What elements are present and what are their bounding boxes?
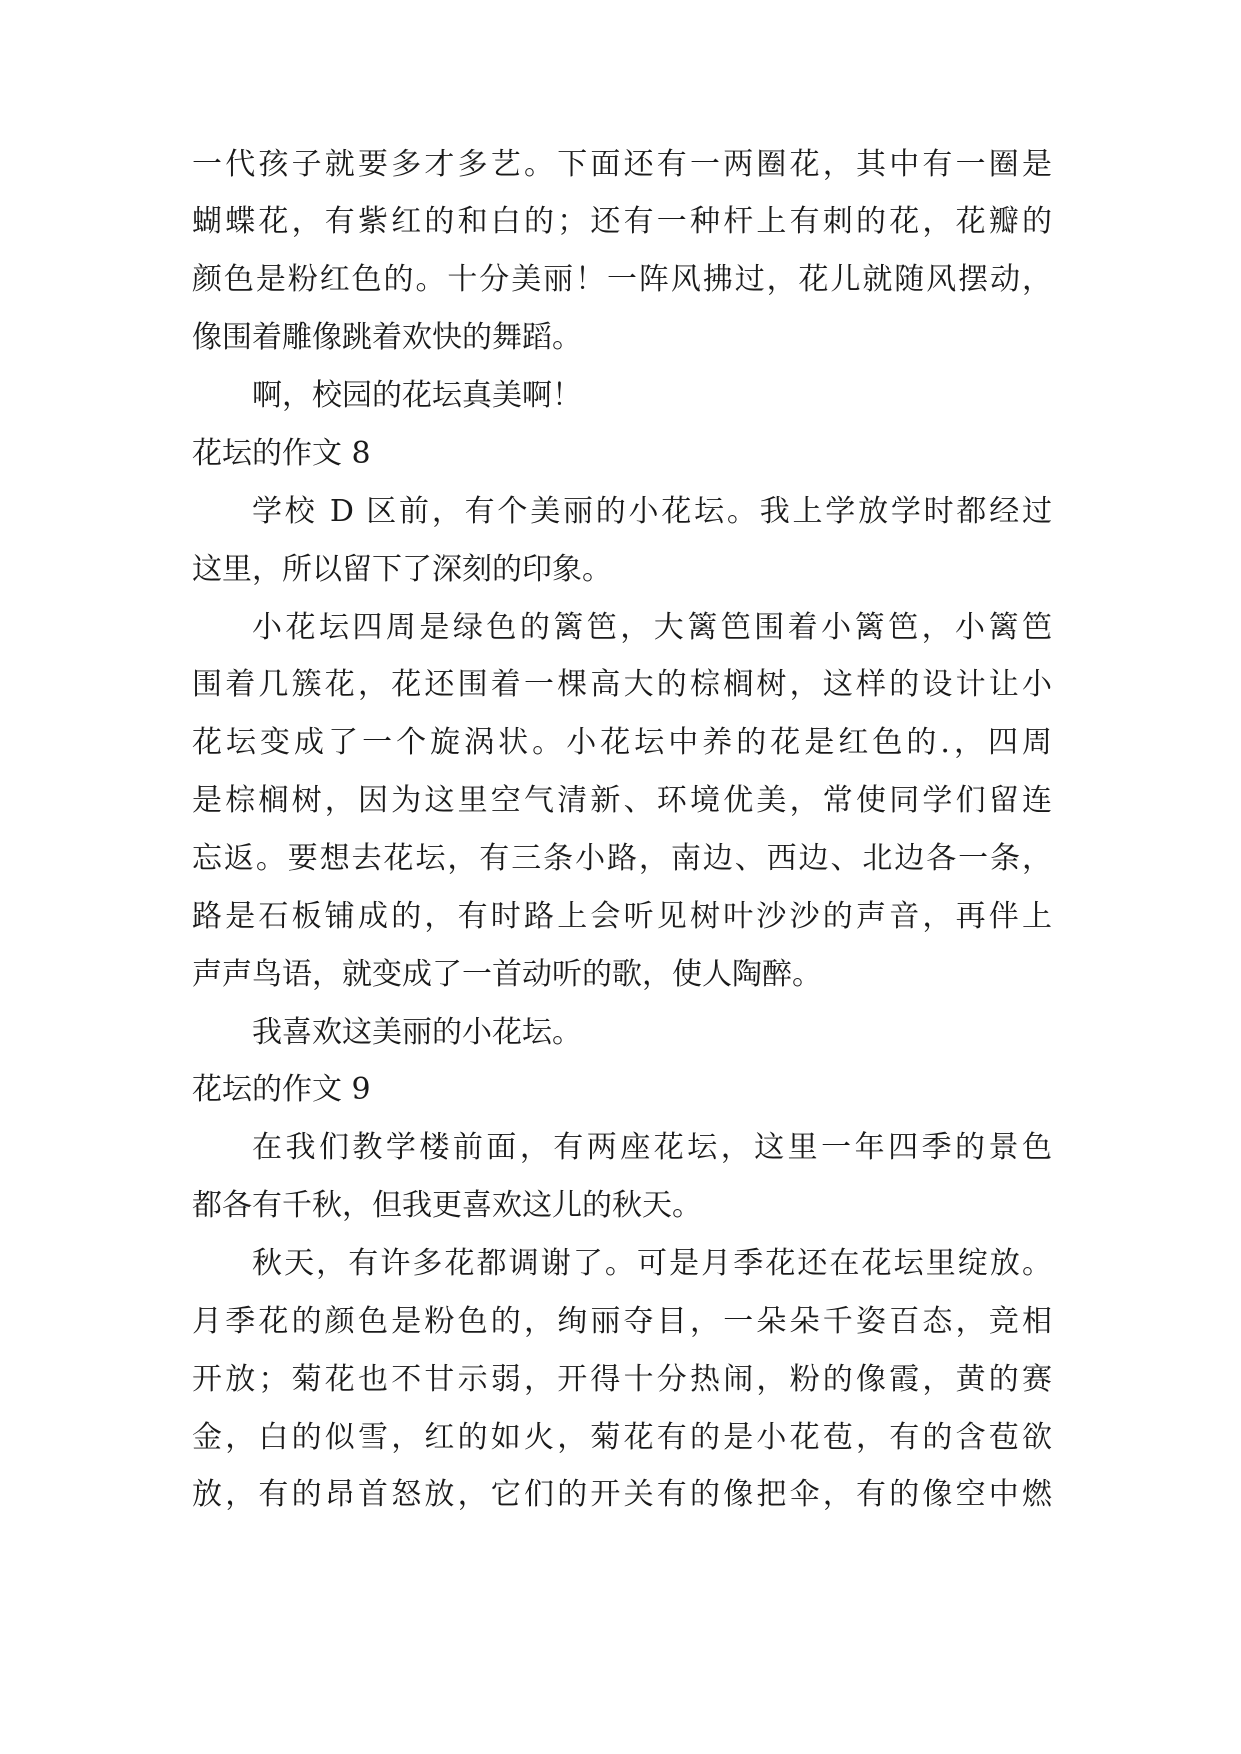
text-line: 这里，所以留下了深刻的印象。: [192, 552, 612, 587]
text-line: 蝴蝶花，有紫红的和白的；还有一种杆上有刺的花，花瓣的: [192, 204, 1052, 239]
text-line: 开放；菊花也不甘示弱，开得十分热闹，粉的像霞，黄的赛: [192, 1362, 1052, 1397]
text-line: 像围着雕像跳着欢快的舞蹈。: [192, 320, 582, 355]
section-heading: 花坛的作文 8: [192, 436, 371, 471]
text-line: 月季花的颜色是粉色的，绚丽夺目，一朵朵千姿百态，竞相: [192, 1304, 1052, 1339]
text-line: 路是石板铺成的，有时路上会听见树叶沙沙的声音，再伴上: [192, 899, 1052, 934]
text-line: 忘返。要想去花坛，有三条小路，南边、西边、北边各一条，: [192, 841, 1052, 876]
text-line: 学校 D 区前，有个美丽的小花坛。我上学放学时都经过: [252, 494, 1052, 529]
section-heading: 花坛的作文 9: [192, 1072, 371, 1107]
text-line: 放，有的昂首怒放，它们的开关有的像把伞，有的像空中燃: [192, 1477, 1052, 1512]
text-line: 啊，校园的花坛真美啊！: [252, 378, 582, 413]
text-line: 在我们教学楼前面，有两座花坛，这里一年四季的景色: [252, 1130, 1052, 1165]
text-line: 我喜欢这美丽的小花坛。: [252, 1015, 582, 1050]
text-line: 秋天，有许多花都调谢了。可是月季花还在花坛里绽放。: [252, 1246, 1052, 1281]
text-line: 围着几簇花，花还围着一棵高大的棕榈树，这样的设计让小: [192, 667, 1052, 702]
text-line: 小花坛四周是绿色的篱笆，大篱笆围着小篱笆，小篱笆: [252, 610, 1052, 645]
text-line: 是棕榈树，因为这里空气清新、环境优美，常使同学们留连: [192, 783, 1052, 818]
text-line: 颜色是粉红色的。十分美丽！一阵风拂过，花儿就随风摆动，: [192, 262, 1052, 297]
text-line: 声声鸟语，就变成了一首动听的歌，使人陶醉。: [192, 957, 822, 992]
text-line: 金，白的似雪，红的如火，菊花有的是小花苞，有的含苞欲: [192, 1420, 1052, 1455]
text-line: 都各有千秋，但我更喜欢这儿的秋天。: [192, 1188, 702, 1223]
text-line: 一代孩子就要多才多艺。下面还有一两圈花，其中有一圈是: [192, 147, 1052, 182]
text-line: 花坛变成了一个旋涡状。小花坛中养的花是红色的.，四周: [192, 725, 1052, 760]
